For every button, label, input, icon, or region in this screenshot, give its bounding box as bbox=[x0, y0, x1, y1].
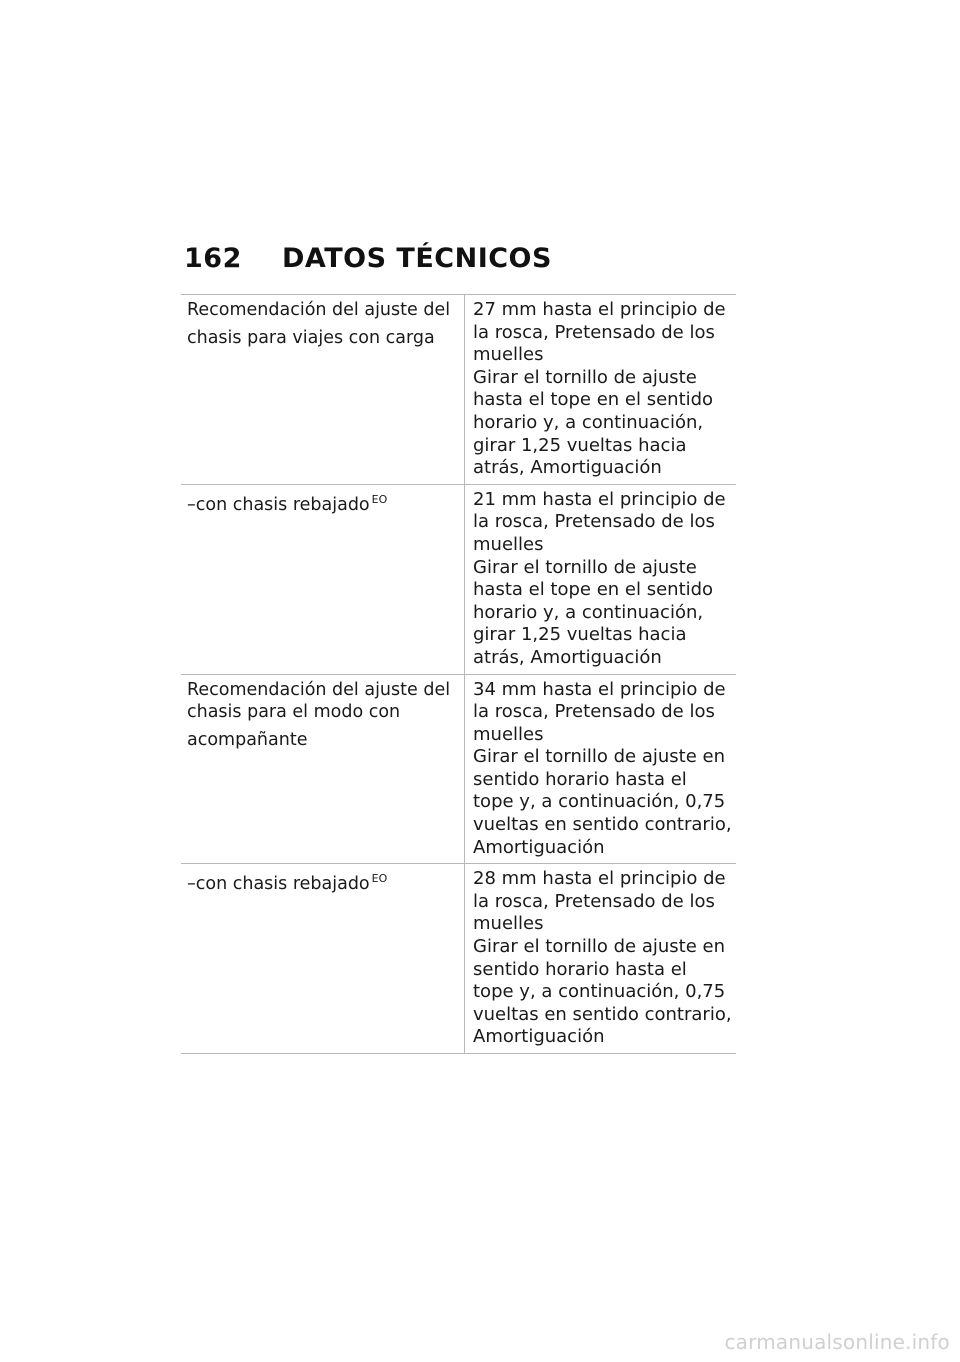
watermark: carmanualsonline.info bbox=[724, 1330, 950, 1354]
section-title: DATOS TÉCNICOS bbox=[282, 243, 552, 274]
superscript-marker: EO bbox=[371, 872, 388, 886]
table-row bbox=[181, 674, 736, 864]
value-line: 21 mm hasta el principio de la rosca, Pretensado de los muelles bbox=[473, 488, 726, 555]
value-line: Girar el tornillo de ajuste hasta el tope en el sentido horario y, a continuación, girar 1,25 vueltas hacia atrás, Amortiguación bbox=[473, 556, 714, 668]
value-line: Girar el tornillo de ajuste en sentido horario hasta el tope y, a continuación, 0,75 vueltas en sentido contrario, Amortiguación bbox=[473, 746, 732, 858]
value-line: 28 mm hasta el principio de la rosca, Pretensado de los muelles bbox=[473, 868, 726, 935]
superscript-marker: EO bbox=[371, 492, 388, 506]
value-line: Girar el tornillo de ajuste en sentido horario hasta el tope y, a continuación, 0,75 vueltas en sentido contrario, Amortiguación bbox=[473, 936, 732, 1048]
table-row bbox=[181, 864, 736, 1054]
row-value bbox=[465, 674, 737, 864]
value-line: 27 mm hasta el principio de la rosca, Pretensado de los muelles bbox=[473, 299, 726, 366]
row-value bbox=[465, 864, 737, 1054]
value-line: Girar el tornillo de ajuste hasta el tope en el sentido horario y, a continuación, girar 1,25 vueltas hacia atrás, Amortiguación bbox=[473, 366, 714, 479]
value-line: 34 mm hasta el principio de la rosca, Pretensado de los muelles bbox=[473, 678, 726, 745]
row-label: –con chasis rebajado $^{EO}$ bbox=[181, 864, 465, 1054]
page-number: 162 bbox=[184, 243, 242, 274]
spec-table bbox=[181, 294, 736, 1054]
table-row bbox=[181, 295, 736, 485]
table-row bbox=[181, 484, 736, 674]
row-label: Recomendación del ajuste del chasis para viajes con carga bbox=[181, 295, 465, 485]
row-label: –con chasis rebajado $^{EO}$ bbox=[181, 484, 465, 674]
page-header bbox=[184, 243, 552, 283]
row-value bbox=[465, 295, 737, 485]
row-value bbox=[465, 484, 737, 674]
row-label: Recomendación del ajuste del chasis para el modo con acompañante bbox=[181, 674, 465, 864]
